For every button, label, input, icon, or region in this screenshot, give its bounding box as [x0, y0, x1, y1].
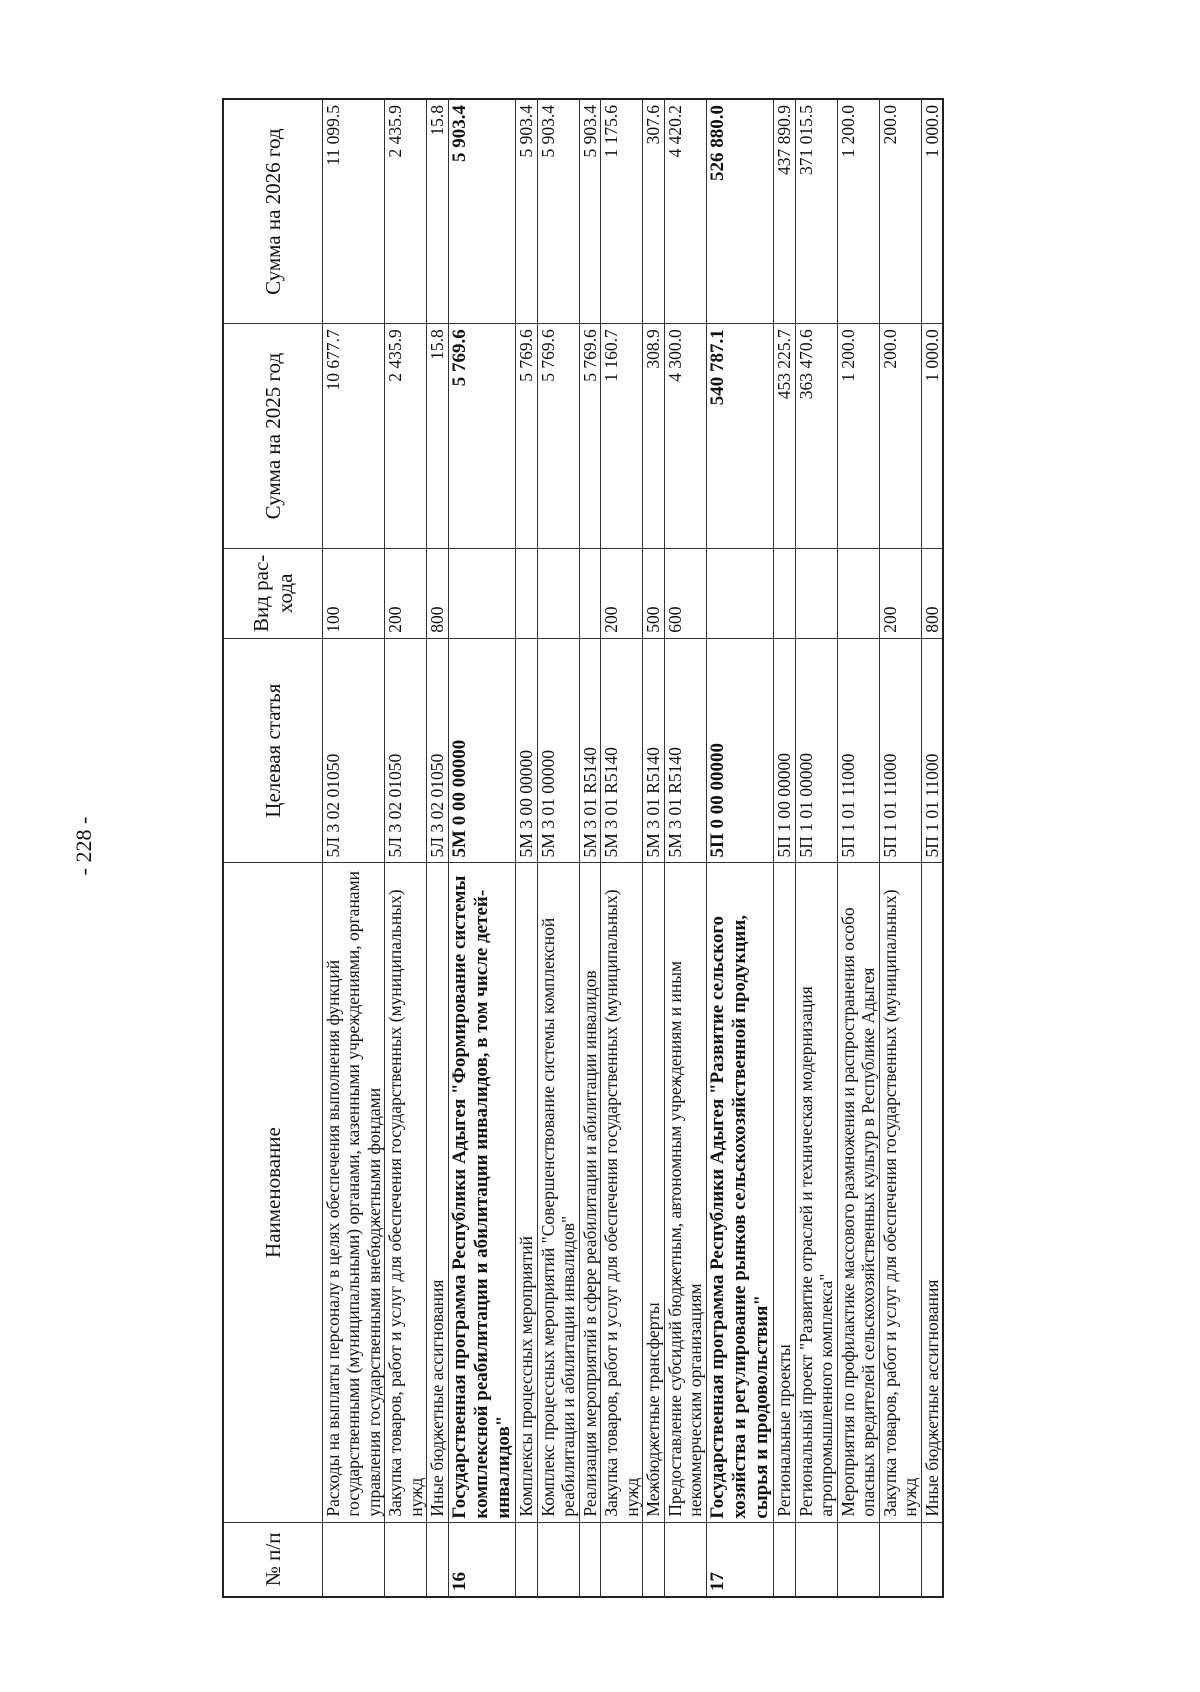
header-sum-2026: Сумма на 2026 год	[223, 99, 323, 324]
header-row	[223, 99, 323, 1597]
row-num	[837, 1522, 879, 1597]
row-name: Региональный проект "Развитие отраслей и техническая модернизация агропромышленного комплекса"	[795, 863, 837, 1522]
row-name: Государственная программа Республики Адыгея "Развитие сельского хозяйства и регулирование рынков сельскохозяйственной продукции, сырья и продовольствия"	[706, 863, 774, 1522]
row-num	[643, 1522, 664, 1597]
row-num: 16	[448, 1522, 516, 1597]
header-sum-2025: Сумма на 2025 год	[223, 324, 323, 549]
table-row	[879, 99, 921, 1597]
row-num: 17	[706, 1522, 774, 1597]
header-target: Целевая статья	[223, 638, 323, 863]
row-sum-2025: 2 435.9	[385, 324, 427, 549]
row-sum-2026: 11 099.5	[323, 99, 385, 324]
row-num	[323, 1522, 385, 1597]
row-target: 5Л 3 02 01050	[427, 638, 448, 863]
table-row	[579, 99, 600, 1597]
row-sum-2026: 5 903.4	[537, 99, 579, 324]
row-num	[879, 1522, 921, 1597]
row-sum-2026: 4 420.2	[664, 99, 706, 324]
header-name: Наименование	[223, 863, 323, 1522]
table-row	[774, 99, 795, 1597]
row-target: 5М 3 00 00000	[516, 638, 537, 863]
row-target: 5М 3 01 R5140	[664, 638, 706, 863]
table-row	[601, 99, 643, 1597]
table-row	[537, 99, 579, 1597]
row-sum-2026: 5 903.4	[516, 99, 537, 324]
row-sum-2025: 540 787.1	[706, 324, 774, 549]
row-type	[516, 548, 537, 638]
row-sum-2026: 5 903.4	[448, 99, 516, 324]
table-row	[921, 99, 943, 1597]
row-type	[537, 548, 579, 638]
row-sum-2026: 1 175.6	[601, 99, 643, 324]
row-target: 5М 3 01 00000	[537, 638, 579, 863]
row-name: Закупка товаров, работ и услуг для обеспечения государственных (муниципальных) нужд	[879, 863, 921, 1522]
row-target: 5П 1 01 11000	[879, 638, 921, 863]
row-name: Иные бюджетные ассигнования	[427, 863, 448, 1522]
row-num	[921, 1522, 943, 1597]
row-sum-2025: 308.9	[643, 324, 664, 549]
row-sum-2025: 200.0	[879, 324, 921, 549]
table-row	[385, 99, 427, 1597]
row-sum-2025: 5 769.6	[448, 324, 516, 549]
row-num	[579, 1522, 600, 1597]
row-target: 5П 0 00 00000	[706, 638, 774, 863]
row-sum-2026: 371 015.5	[795, 99, 837, 324]
row-target: 5М 3 01 R5140	[601, 638, 643, 863]
table-row	[323, 99, 385, 1597]
row-target: 5П 1 01 11000	[837, 638, 879, 863]
table-row	[643, 99, 664, 1597]
row-name: Иные бюджетные ассигнования	[921, 863, 943, 1522]
row-sum-2025: 5 769.6	[516, 324, 537, 549]
program-row	[448, 99, 516, 1597]
row-sum-2025: 10 677.7	[323, 324, 385, 549]
row-type: 200	[601, 548, 643, 638]
row-target: 5М 3 01 R5140	[643, 638, 664, 863]
row-sum-2025: 1 160.7	[601, 324, 643, 549]
header-type: Вид рас- хода	[223, 548, 323, 638]
row-type: 500	[643, 548, 664, 638]
row-sum-2026: 5 903.4	[579, 99, 600, 324]
row-name: Мероприятия по профилактике массового размножения и распространения особо опасных вредителей сельскохозяйственных культур в Республике Адыгея	[837, 863, 879, 1522]
row-target: 5П 1 01 11000	[921, 638, 943, 863]
row-sum-2026: 437 890.9	[774, 99, 795, 324]
row-name: Комплексы процессных мероприятий	[516, 863, 537, 1522]
row-target: 5М 3 01 R5140	[579, 638, 600, 863]
row-sum-2025: 453 225.7	[774, 324, 795, 549]
row-name: Реализация мероприятий в сфере реабилитации и абилитации инвалидов	[579, 863, 600, 1522]
row-num	[427, 1522, 448, 1597]
row-sum-2026: 307.6	[643, 99, 664, 324]
row-sum-2026: 2 435.9	[385, 99, 427, 324]
budget-table	[222, 98, 944, 1598]
row-sum-2025: 4 300.0	[664, 324, 706, 549]
row-type: 200	[385, 548, 427, 638]
row-type: 100	[323, 548, 385, 638]
row-name: Расходы на выплаты персоналу в целях обеспечения выполнения функций государственными (муниципальными) органами, казенными учреждениями, органами управления государственными внебюджетными фондами	[323, 863, 385, 1522]
row-target: 5Л 3 02 01050	[385, 638, 427, 863]
row-target: 5П 1 00 00000	[774, 638, 795, 863]
row-type: 600	[664, 548, 706, 638]
table-row	[664, 99, 706, 1597]
row-name: Региональные проекты	[774, 863, 795, 1522]
row-type: 800	[427, 548, 448, 638]
row-sum-2025: 5 769.6	[537, 324, 579, 549]
row-name: Комплекс процессных мероприятий "Совершенствование системы комплексной реабилитации и абилитации инвалидов"	[537, 863, 579, 1522]
table-row	[427, 99, 448, 1597]
row-sum-2025: 15.8	[427, 324, 448, 549]
table-row	[516, 99, 537, 1597]
row-sum-2025: 5 769.6	[579, 324, 600, 549]
row-target: 5М 0 00 00000	[448, 638, 516, 863]
row-type	[837, 548, 879, 638]
row-type	[795, 548, 837, 638]
row-sum-2026: 200.0	[879, 99, 921, 324]
row-sum-2026: 1 000.0	[921, 99, 943, 324]
row-num	[516, 1522, 537, 1597]
row-name: Закупка товаров, работ и услуг для обеспечения государственных (муниципальных) нужд	[601, 863, 643, 1522]
row-sum-2025: 1 000.0	[921, 324, 943, 549]
row-type	[448, 548, 516, 638]
row-target: 5Л 3 02 01050	[323, 638, 385, 863]
row-type: 200	[879, 548, 921, 638]
row-name: Закупка товаров, работ и услуг для обеспечения государственных (муниципальных) нужд	[385, 863, 427, 1522]
row-name: Предоставление субсидий бюджетным, автономным учреждениям и иным некоммерческим организациям	[664, 863, 706, 1522]
page-number: - 228 -	[71, 816, 96, 876]
row-type	[774, 548, 795, 638]
rotated-page	[222, 98, 1122, 1598]
row-sum-2025: 363 470.6	[795, 324, 837, 549]
row-sum-2026: 1 200.0	[837, 99, 879, 324]
row-type	[579, 548, 600, 638]
row-num	[601, 1522, 643, 1597]
row-num	[664, 1522, 706, 1597]
table-row	[795, 99, 837, 1597]
row-name: Межбюджетные трансферты	[643, 863, 664, 1522]
row-type: 800	[921, 548, 943, 638]
program-row	[706, 99, 774, 1597]
row-num	[537, 1522, 579, 1597]
row-name: Государственная программа Республики Адыгея "Формирование системы комплексной реабилитации и абилитации инвалидов, в том числе детей-инвалидов"	[448, 863, 516, 1522]
row-sum-2026: 526 880.0	[706, 99, 774, 324]
row-sum-2025: 1 200.0	[837, 324, 879, 549]
header-num: № п/п	[223, 1522, 323, 1597]
row-sum-2026: 15.8	[427, 99, 448, 324]
row-num	[774, 1522, 795, 1597]
row-num	[795, 1522, 837, 1597]
row-num	[385, 1522, 427, 1597]
row-target: 5П 1 01 00000	[795, 638, 837, 863]
row-type	[706, 548, 774, 638]
table-row	[837, 99, 879, 1597]
